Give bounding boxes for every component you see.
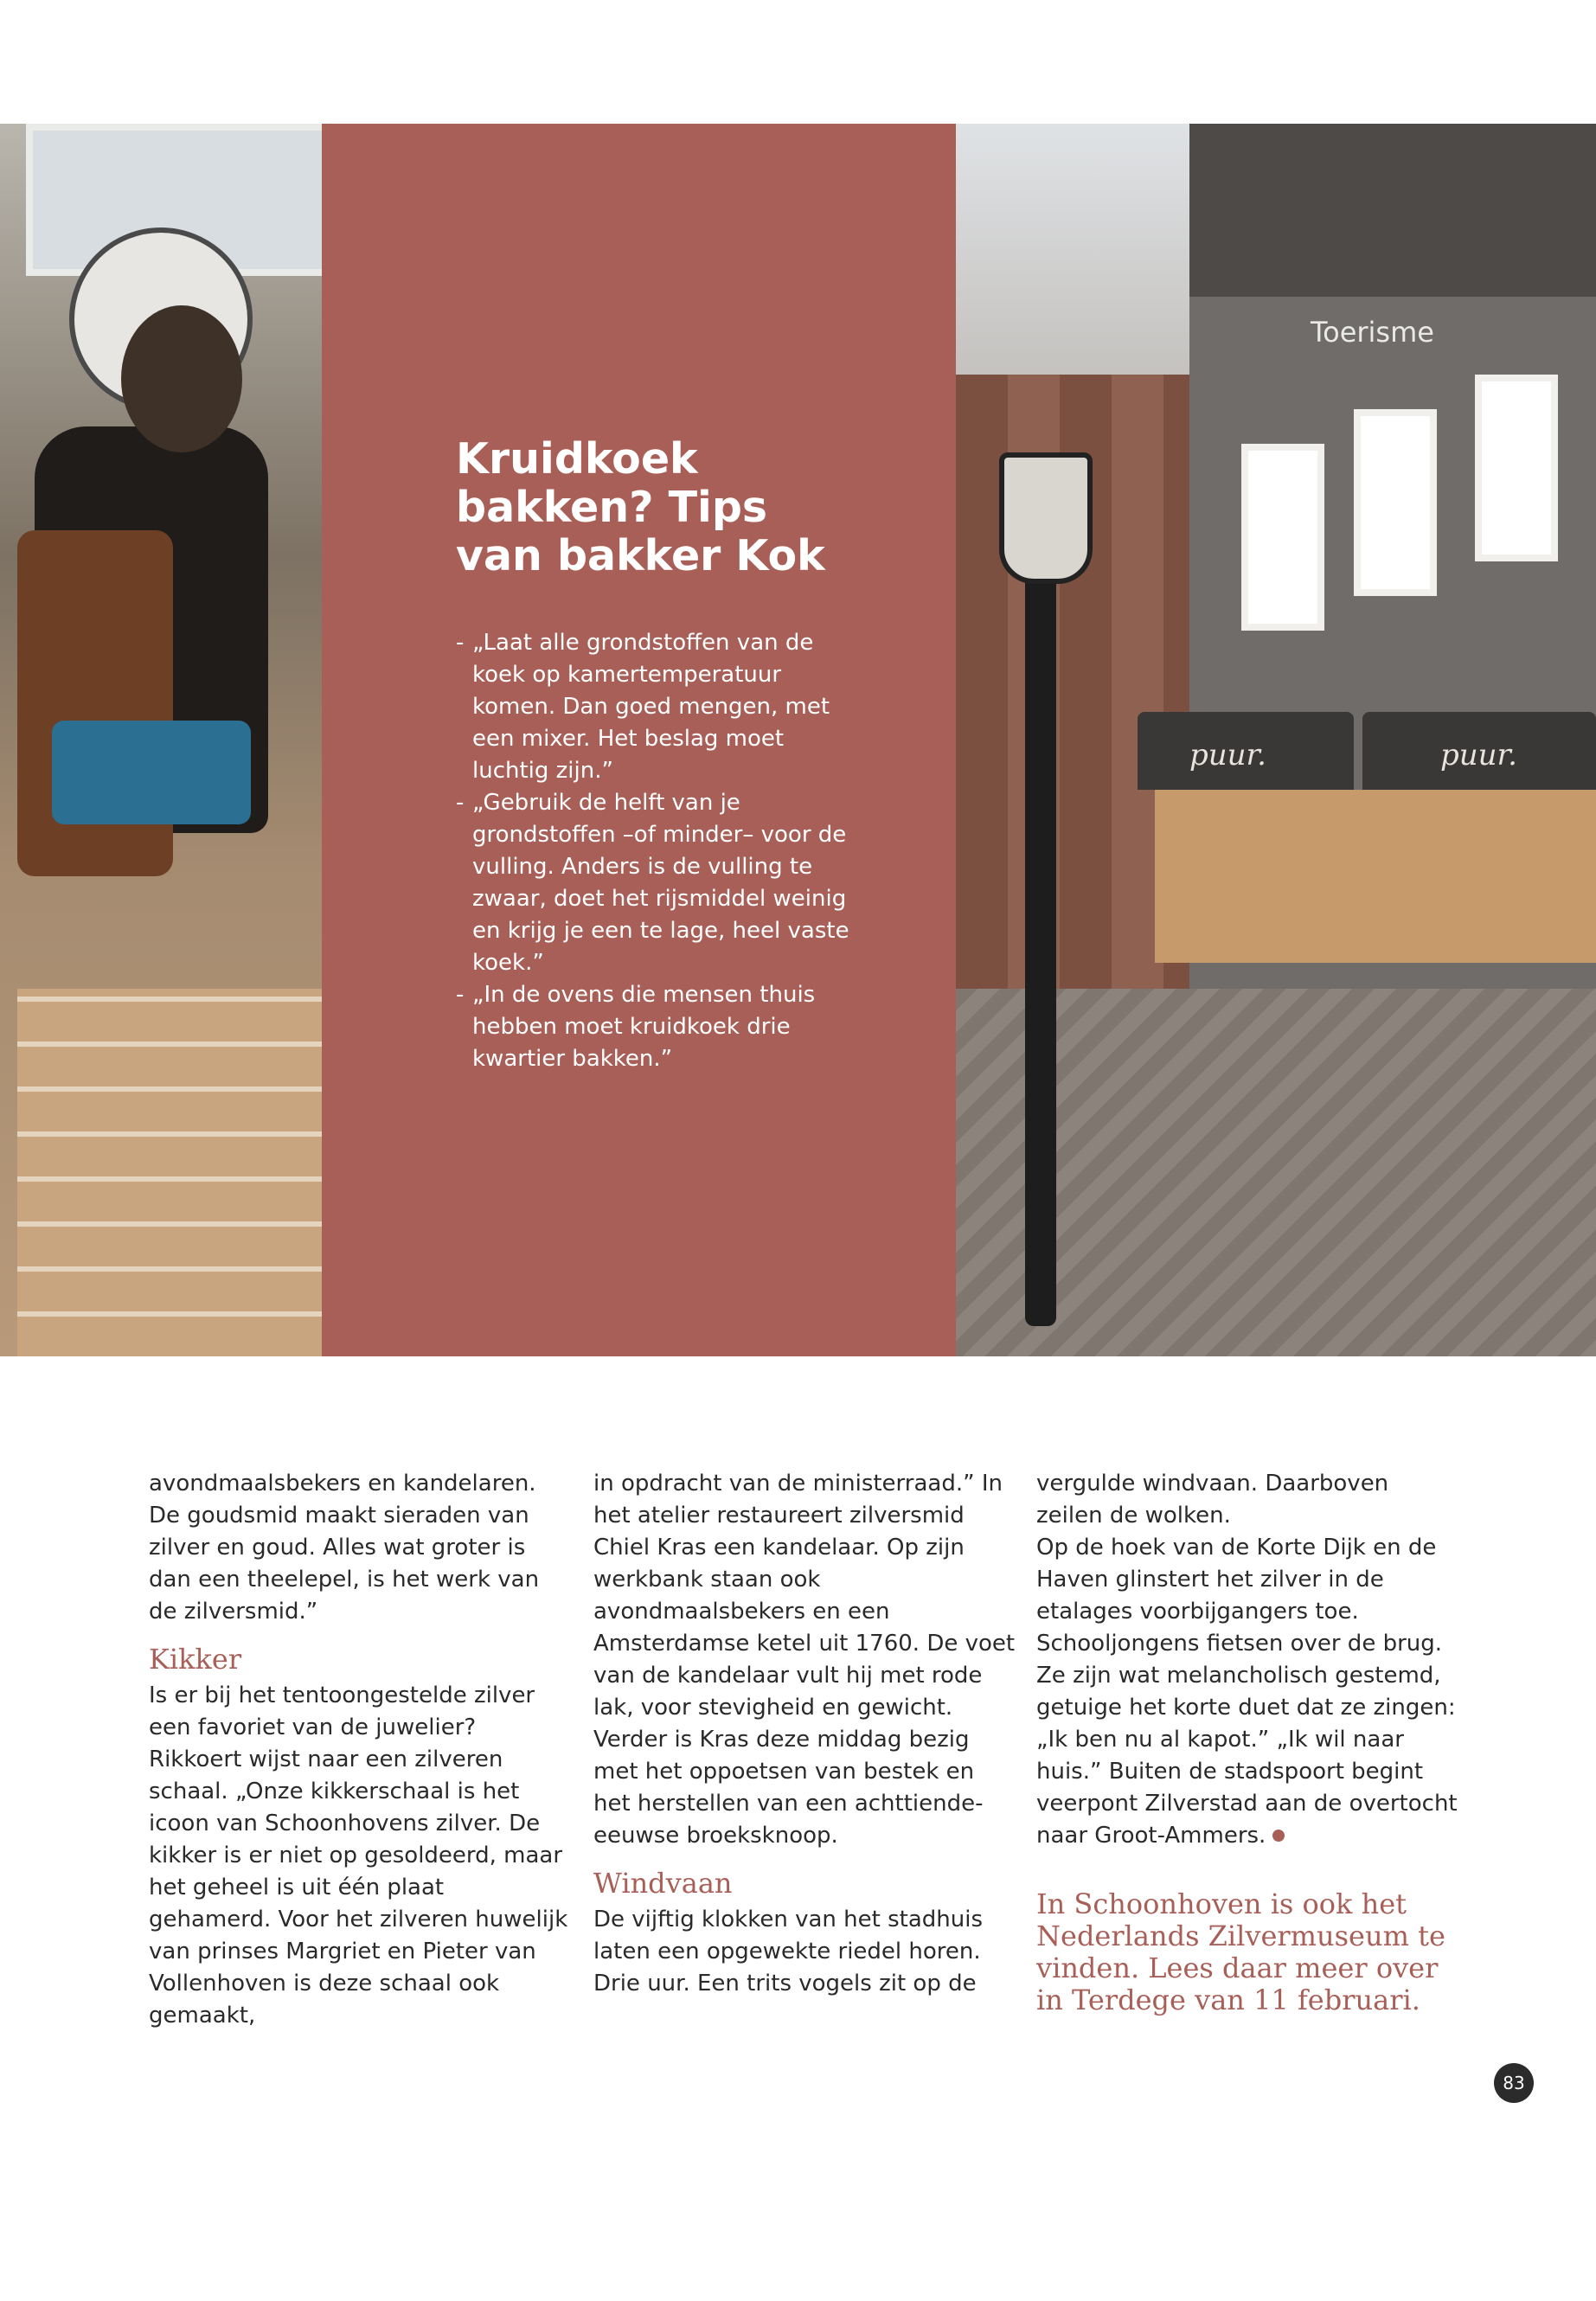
hero-photo-band — [0, 124, 1596, 1356]
paragraph-text: Op de hoek van de Korte Dijk en de Haven glinstert het zilver in de etalages voorbijgangers toe. Schooljongens fietsen over de brug. Ze zijn wat melancholisch gestemd, getuige het korte duet dat ze zingen: „Ik ben nu al kapot.” „Ik wil naar huis.” Buiten de stadspoort begint veerpont Zilverstad aan de overtocht naar Groot-Ammers. — [1036, 1535, 1458, 1849]
shop-front — [1155, 790, 1596, 963]
tip-item: - „Laat alle grondstoffen van de koek op kamertemperatuur komen. Dan goed mengen, met een mixer. Het beslag moet luchtig zijn.” — [456, 627, 862, 787]
section-label: Toerisme — [1311, 316, 1434, 349]
end-mark-icon — [1272, 1830, 1285, 1842]
building-window — [1475, 375, 1558, 561]
sidebar-title-line: Kruidkoek — [456, 434, 698, 484]
shop-sign: puur. — [1189, 738, 1266, 772]
paragraph: De vijftig klokken van het stadhuis laten een opgewekte riedel horen. Drie uur. Een trits vogels zit op de — [593, 1907, 984, 1997]
museum-callout: In Schoonhoven is ook het Nederlands Zilvermuseum te vinden. Lees daar meer over in Terdege van 11 februari. — [1036, 1888, 1445, 2016]
paragraph — [1036, 1532, 1458, 1852]
subheading: Kikker — [149, 1643, 242, 1676]
blue-vise — [52, 721, 251, 824]
sidebar-title — [456, 435, 888, 580]
article-column-2 — [593, 1468, 1016, 2000]
tip-item: - „Gebruik de helft van je grondstoffen –of minder– voor de vulling. Anders is de vulling te zwaar, doet het rijsmiddel weinig en krijg je een te lage, heel vaste koek.” — [456, 787, 862, 979]
page-number: 83 — [1494, 2063, 1534, 2103]
tips-list — [456, 627, 862, 1075]
silversmith-photo — [0, 124, 322, 1356]
street-photo — [956, 124, 1596, 1356]
subheading: Windvaan — [593, 1867, 733, 1900]
paragraph: avondmaalsbekers en kandelaren. De goudsmid maakt sieraden van zilver en goud. Alles wat groter is dan een theelepel, is het werk van de zilversmid.” — [149, 1471, 540, 1625]
building-window — [1354, 409, 1437, 596]
sidebar-title-line: bakken? Tips — [456, 483, 768, 532]
tip-item: - „In de ovens die mensen thuis hebben moet kruidkoek drie kwartier bakken.” — [456, 979, 862, 1075]
tips-sidebar — [322, 124, 956, 1356]
sidebar-title-line: van bakker Kok — [456, 531, 825, 580]
building-window — [1241, 444, 1324, 631]
brick-wall — [17, 989, 322, 1356]
leather-apron — [17, 530, 173, 876]
shop-roof — [1189, 124, 1596, 297]
street-lamp — [999, 452, 1093, 584]
article-column-3 — [1036, 1468, 1458, 2016]
street-lamppost — [1025, 504, 1056, 1326]
paragraph: in opdracht van de ministerraad.” In het atelier restaureert zilversmid Chiel Kras een kandelaar. Op zijn werkbank staan ook avondmaalsbekers en een Amsterdamse ketel uit 1760. De voet van de kandelaar vult hij met rode lak, voor stevigheid en gewicht. Verder is Kras deze middag bezig met het oppoetsen van bestek en het herstellen van een achttiende-eeuwse broeksknoop. — [593, 1471, 1016, 1849]
shop-sign: puur. — [1440, 738, 1517, 772]
silversmith-head — [121, 305, 242, 452]
paragraph: vergulde windvaan. Daarboven zeilen de wolken. — [1036, 1471, 1389, 1529]
article-column-1 — [149, 1468, 571, 2032]
paragraph: Is er bij het tentoongestelde zilver een favoriet van de juwelier? Rikkoert wijst naar een zilveren schaal. „Onze kikkerschaal is het icoon van Schoonhovens zilver. De kikker is er niet op gesoldeerd, maar het geheel is uit één plaat gehamerd. Voor het zilveren huwelijk van prinses Margriet en Pieter van Vollenhoven is deze schaal ook gemaakt, — [149, 1682, 568, 2029]
